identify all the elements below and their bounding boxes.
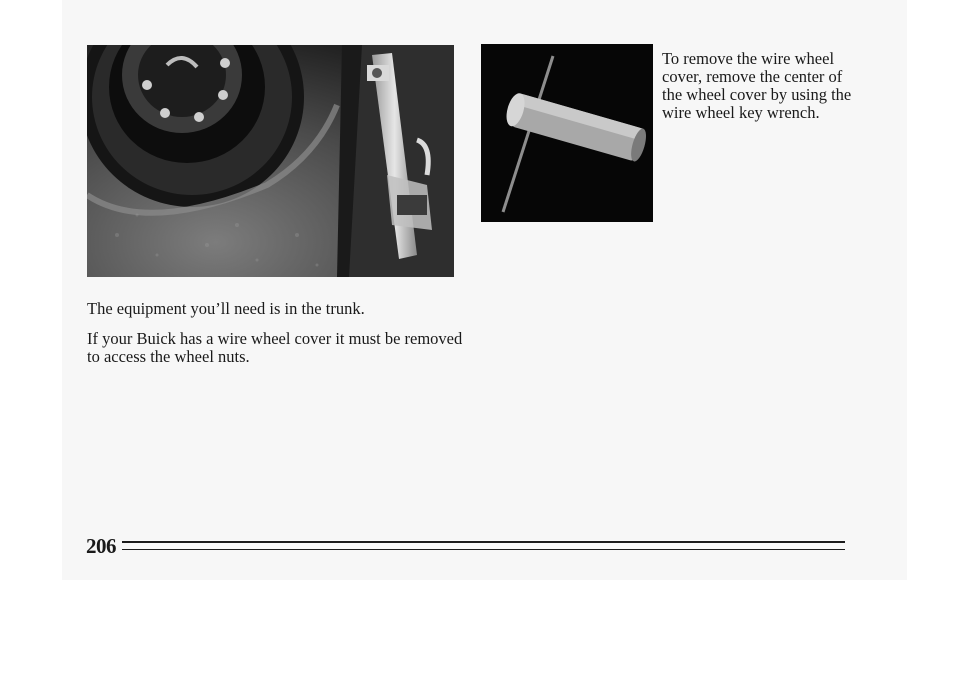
- footer-rule: [122, 541, 845, 543]
- wire-wheel-key-wrench-photo: [481, 44, 653, 222]
- equipment-caption: The equipment you’ll need is in the trunk.: [87, 299, 365, 318]
- footer-rule-thin: [122, 549, 845, 550]
- wire-wheel-cover-caption: If your Buick has a wire wheel cover it must be removed to access the wheel nuts.: [87, 329, 463, 366]
- spare-tire-and-jack-photo: [87, 45, 454, 277]
- page-number: 206: [86, 534, 116, 558]
- wire-wheel-removal-caption: To remove the wire wheel cover, remove the center of the wheel cover by using the wire wheel key wrench.: [662, 49, 852, 122]
